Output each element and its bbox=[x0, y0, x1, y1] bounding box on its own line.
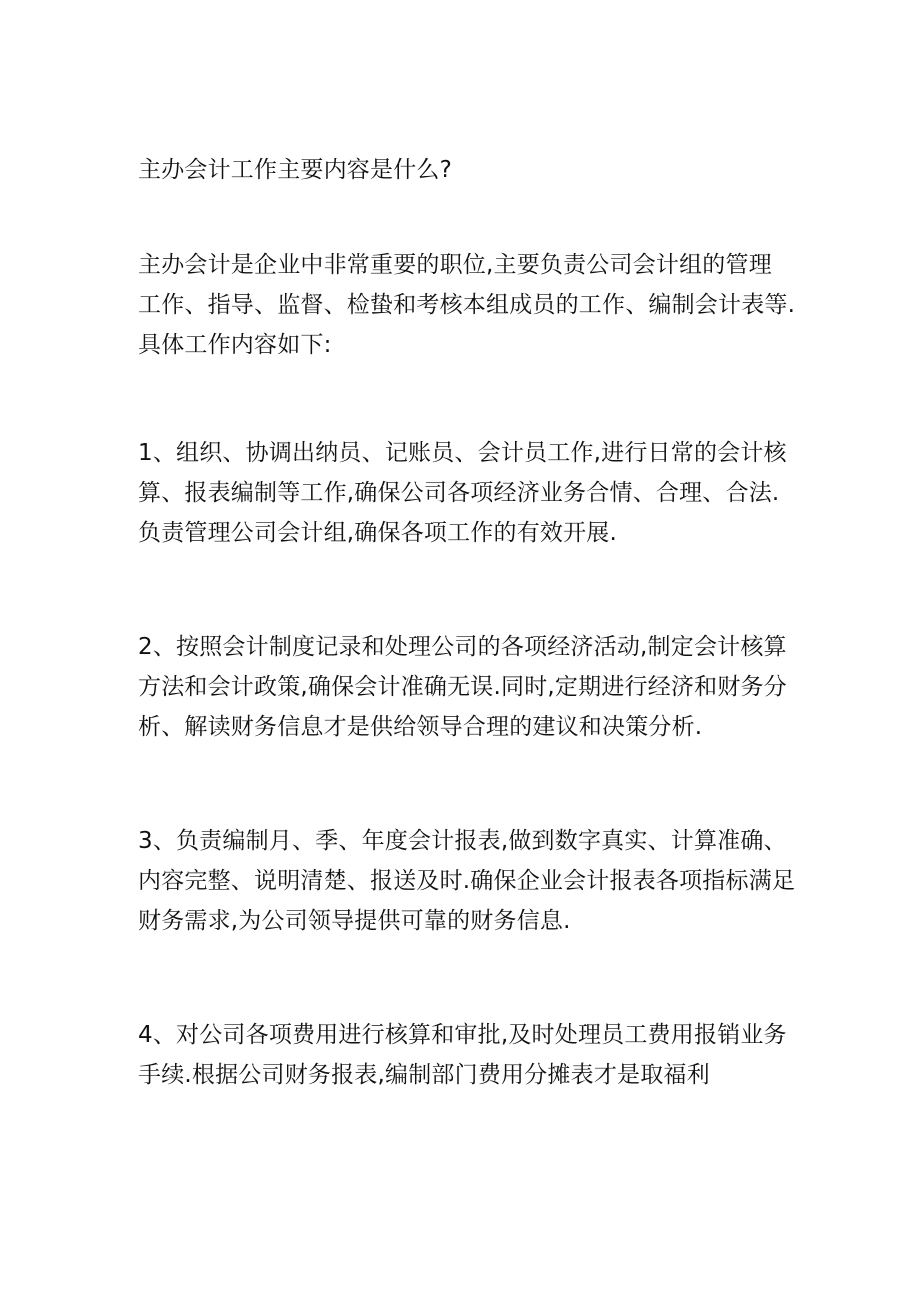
item-1-paragraph bbox=[138, 433, 798, 553]
intro-line: 工作、指导、监督、检蛰和考核本组成员的工作、编制会计表等. bbox=[138, 292, 796, 318]
item-line: 4、对公司各项费用进行核算和审批,及时处理员工费用报销业务 bbox=[138, 1022, 787, 1048]
item-line: 负责管理公司会计组,确保各项工作的有效开展. bbox=[138, 520, 618, 546]
document-title bbox=[138, 150, 798, 190]
item-line: 算、报表编制等工作,确保公司各项经济业务合情、合理、合法. bbox=[138, 480, 780, 506]
intro-line: 主办会计是企业中非常重要的职位,主要负责公司会计组的管理 bbox=[138, 252, 772, 278]
item-2-paragraph bbox=[138, 627, 798, 747]
item-line: 1、组织、协调出纳员、记账员、会计员工作,进行日常的会计核 bbox=[138, 440, 787, 466]
item-line: 方法和会计政策,确保会计准确无误.同时,定期进行经济和财务分 bbox=[138, 674, 787, 700]
item-line: 财务需求,为公司领导提供可靠的财务信息. bbox=[138, 908, 571, 934]
item-line: 2、按照会计制度记录和处理公司的各项经济活动,制定会计核算 bbox=[138, 634, 787, 660]
item-3-paragraph bbox=[138, 821, 798, 941]
item-line: 3、负责编制月、季、年度会计报表,做到数字真实、计算准确、 bbox=[138, 828, 787, 854]
item-line: 内容完整、说明清楚、报送及时.确保企业会计报表各项指标满足 bbox=[138, 868, 796, 894]
intro-paragraph bbox=[138, 245, 798, 365]
title-line: 主办会计工作主要内容是什么? bbox=[138, 157, 453, 183]
item-line: 手续.根据公司财务报表,编制部门费用分摊表才是取福利 bbox=[138, 1062, 710, 1088]
item-4-paragraph bbox=[138, 1015, 798, 1095]
intro-line: 具体工作内容如下: bbox=[138, 332, 332, 358]
item-line: 析、解读财务信息才是供给领导合理的建议和决策分析. bbox=[138, 714, 703, 740]
